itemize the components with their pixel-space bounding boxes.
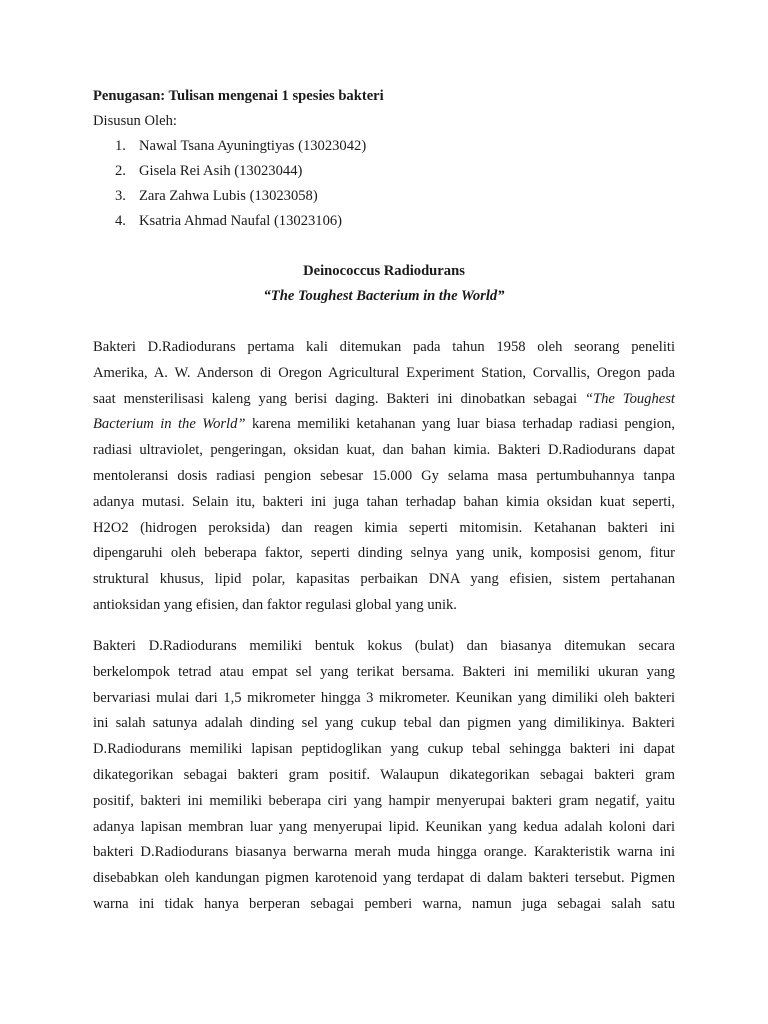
author-name: Gisela Rei Asih (13023044) [139,163,303,179]
paragraph-line: disebabkan oleh kandungan pigmen karotenoid yang terdapat di dalam bakteri tersebut. Pigmen [93,870,675,887]
list-number: 1. [115,138,126,154]
paragraph-line: berkelompok tetrad atau empat sel yang terikat bersama. Bakteri ini memiliki ukuran yang [93,663,675,680]
paragraph-line: adanya mutasi. Selain itu, bakteri ini juga tahan terhadap bahan kimia oksidan kuat seperti, [93,493,675,510]
list-number: 3. [115,188,126,204]
paragraph-line: warna ini tidak hanya berperan sebagai pemberi warna, namun juga sebagai salah satu [93,895,675,912]
author-name: Zara Zahwa Lubis (13023058) [139,188,318,204]
paragraph-line-text: karena memiliki ketahanan yang luar biasa terhadap radiasi pengion, [251,416,675,433]
paragraph-line [93,415,675,441]
author-name: Ksatria Ahmad Naufal (13023106) [139,213,343,229]
paragraph-line: Bakteri D.Radiodurans memiliki bentuk kokus (bulat) dan biasanya ditemukan secara [93,638,675,654]
paragraph-line: bervariasi mulai dari 1,5 mikrometer hingga 3 mikrometer. Keunikan yang dimiliki oleh bakteri [93,689,675,706]
document-subtitle: “The Toughest Bacterium in the World” [263,288,505,304]
paragraph-line: struktural khusus, lipid polar, kapasitas perbaikan DNA yang efisien, sistem pertahanan [93,571,675,588]
paragraph-line: Bakteri D.Radiodurans pertama kali ditemukan pada tahun 1958 oleh seorang peneliti [93,339,675,355]
paragraph-line: H2O2 (hidrogen peroksida) dan reagen kimia seperti mitomisin. Ketahanan bakteri ini [93,519,675,536]
paragraph-line [93,390,675,416]
document-title: Deinococcus Radiodurans [303,263,465,279]
paragraph-line: bakteri D.Radiodurans biasanya berwarna merah muda hingga orange. Karakteristik warna ini [93,844,675,861]
paragraph-line: adanya lapisan membran luar yang menyerupai lipid. Keunikan yang kedua adalah koloni dari [93,818,675,835]
paragraph-1 [93,338,675,622]
paragraph-line: positif, bakteri ini memiliki beberapa ciri yang hampir menyerupai bakteri gram negatif, yaitu [93,792,675,809]
paragraph-line: dikategorikan sebagai bakteri gram positif. Walaupun dikategorikan sebagai bakteri gram [93,766,675,783]
paragraph-line: Amerika, A. W. Anderson di Oregon Agricultural Experiment Station, Corvallis, Oregon pada [93,364,675,381]
paragraph-2 [93,637,675,921]
paragraph-line: antioksidan yang efisien, dan faktor regulasi global yang unik. [93,596,457,613]
author-name: Nawal Tsana Ayuningtiyas (13023042) [139,138,367,154]
list-number: 4. [115,213,126,229]
italic-phrase: “The Toughest [584,390,675,407]
composed-by-label: Disusun Oleh: [93,113,177,129]
paragraph-line: radiasi ultraviolet, pengeringan, oksidan kuat, dan bahan kimia. Bakteri D.Radiodurans dapat [93,442,675,459]
paragraph-line: mentoleransi dosis radiasi pengion sebesar 15.000 Gy selama masa pertumbuhannya tanpa [93,467,675,484]
paragraph-line: ini salah satunya adalah dinding sel yang cukup tebal dan pigmen yang dimilikinya. Bakteri [93,715,675,732]
paragraph-line: D.Radiodurans memiliki lapisan peptidoglikan yang cukup tebal sehingga bakteri ini dapat [93,741,675,758]
paragraph-line-text: saat mensterilisasi kaleng yang berisi daging. Bakteri ini dinobatkan sebagai [93,390,577,407]
assignment-title: Penugasan: Tulisan mengenai 1 spesies bakteri [93,88,384,104]
list-number: 2. [115,163,126,179]
paragraph-line: dipengaruhi oleh beberapa faktor, seperti dinding selnya yang unik, komposisi genom, fitur [93,545,675,562]
italic-phrase: Bacterium in the World” [93,416,246,433]
